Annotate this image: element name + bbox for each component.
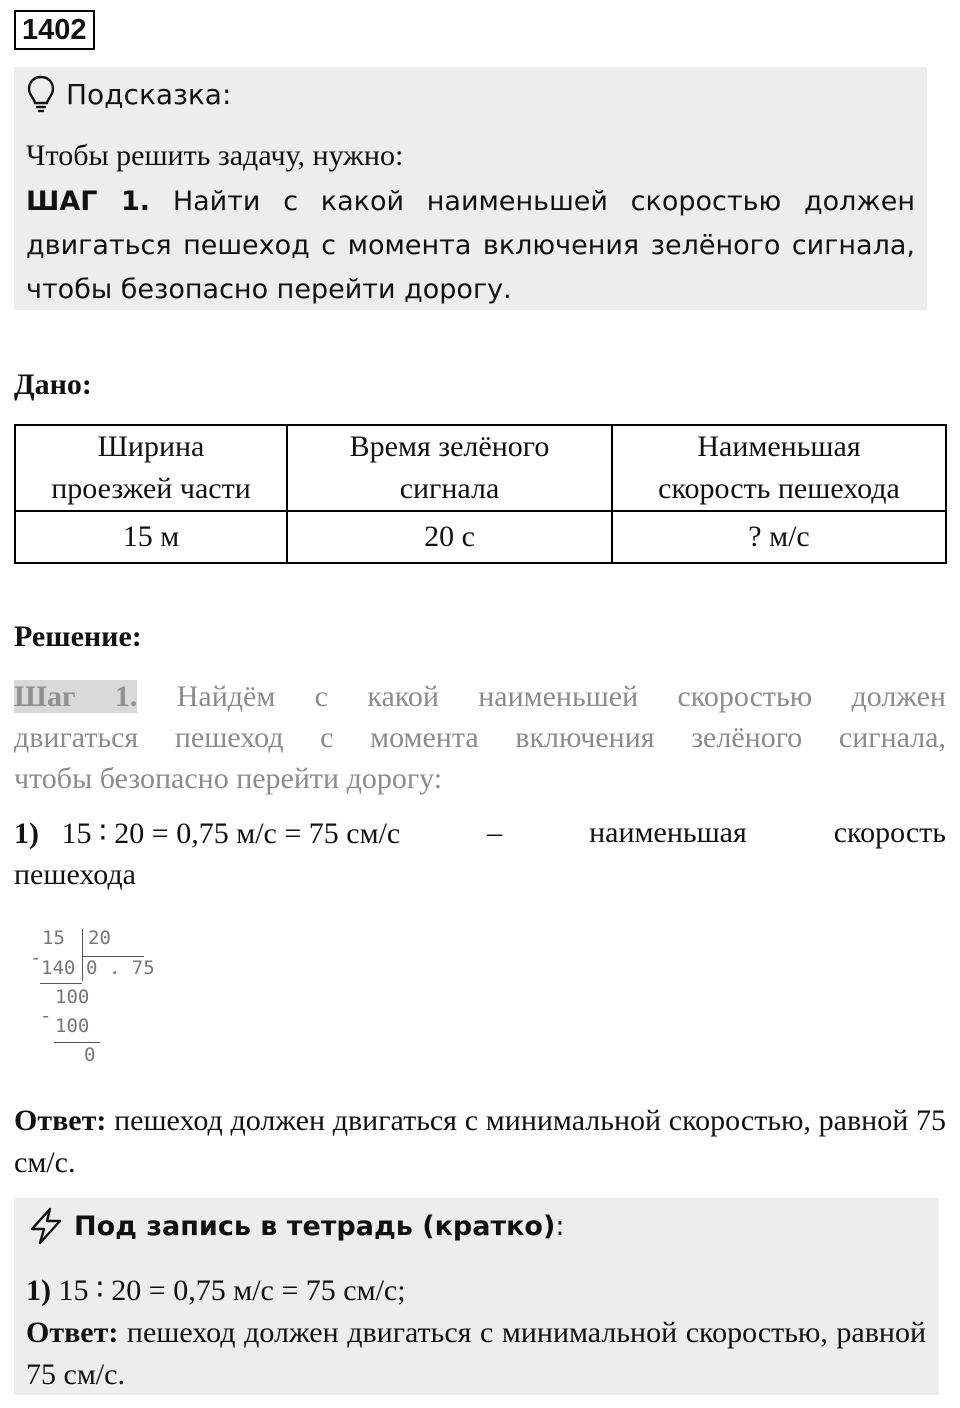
short-body <box>26 1270 926 1396</box>
calc-line <box>14 816 946 851</box>
calc-continuation: пешехода <box>14 858 136 891</box>
division-dividend: 15 <box>42 927 65 949</box>
calc-expression <box>14 816 400 851</box>
task-number: 1402 <box>14 10 95 50</box>
header-speed-line-1: Наименьшая <box>697 430 861 463</box>
solution-step-label: Шаг 1. <box>14 680 138 713</box>
division-quotient: 0 . 75 <box>86 957 155 979</box>
given-value-row <box>15 511 946 563</box>
division-sub-2: 100 <box>55 1015 90 1037</box>
calc-item-label: 1) <box>14 817 39 850</box>
header-width <box>15 425 287 511</box>
division-bracket-horizontal <box>82 956 144 957</box>
hint-title: Подсказка: <box>66 77 232 111</box>
short-calc: 15 ∶ 20 = 0,75 м/с = 75 см/с; <box>58 1274 406 1307</box>
calc-word-1: наименьшая <box>589 816 747 849</box>
hint-step-label: ШАГ 1. <box>26 186 151 217</box>
answer-label: Ответ: <box>14 1104 107 1137</box>
header-speed-line-2: скорость пешехода <box>658 472 900 505</box>
short-calc-line <box>26 1270 926 1312</box>
division-minus-2: - <box>40 1005 52 1027</box>
division-rem-1: 100 <box>55 986 90 1008</box>
short-answer-text: пешеход должен двигаться с минимальной скоростью, равной 75 см/с. <box>26 1316 926 1391</box>
short-title-colon: : <box>555 1210 565 1242</box>
short-answer-label: Ответ: <box>26 1316 119 1349</box>
hint-step-line-3: чтобы безопасно перейти дорогу. <box>26 274 512 305</box>
calc-dash: – <box>487 816 503 849</box>
division-minus-1: - <box>30 947 42 969</box>
short-answer <box>26 1312 926 1396</box>
short-item-label: 1) <box>26 1274 51 1307</box>
solution-step-line-3: чтобы безопасно перейти дорогу: <box>14 762 443 795</box>
division-sub-1: 140 <box>41 957 76 979</box>
value-time: 20 с <box>287 511 612 563</box>
solution-step-line-2: двигаться пешеход с момента включения зелёного сигнала, <box>14 721 946 754</box>
hint-step-text-1: Найти с какой наименьшей скоростью должен <box>172 186 915 217</box>
hint-step-line-2: двигаться пешеход с момента включения зелёного сигнала, <box>26 230 915 261</box>
given-header-row <box>15 425 946 511</box>
solution-title: Решение: <box>14 620 142 653</box>
answer-text: пешеход должен двигаться с минимальной скоростью, равной 75 см/с. <box>14 1104 947 1179</box>
solution-step-text-1: Найдём с какой наименьшей скоростью должен <box>176 680 946 713</box>
division-rule-2 <box>54 1042 100 1043</box>
lightbulb-icon <box>26 74 56 114</box>
solution-step-line-1 <box>14 676 946 717</box>
calc-word-2: скорость <box>833 816 946 849</box>
short-title: Под запись в тетрадь (кратко) <box>74 1210 556 1242</box>
header-time-line-1: Время зелёного <box>349 430 550 463</box>
hint-header <box>26 72 231 116</box>
long-division <box>30 927 160 1072</box>
division-rem-2: 0 <box>84 1044 96 1066</box>
lightning-icon <box>26 1206 66 1246</box>
short-header <box>26 1204 564 1248</box>
answer <box>14 1100 946 1184</box>
given-title: Дано: <box>14 368 92 401</box>
value-speed: ? м/с <box>612 511 946 563</box>
header-width-line-1: Ширина <box>97 430 205 463</box>
header-time-line-2: сигнала <box>399 472 500 505</box>
header-speed <box>612 425 946 511</box>
header-time <box>287 425 612 511</box>
division-rule-1 <box>40 983 82 984</box>
header-width-line-2: проезжей части <box>51 472 251 505</box>
division-bracket-vertical <box>82 929 83 981</box>
given-table <box>14 424 947 564</box>
hint-intro: Чтобы решить задачу, нужно: <box>26 139 404 172</box>
hint-step <box>26 180 915 312</box>
hint-step-line-1 <box>26 180 915 224</box>
division-divisor: 20 <box>88 927 111 949</box>
solution-step <box>14 676 946 799</box>
calc-text: 15 ∶ 20 = 0,75 м/с = 75 см/с <box>61 817 401 850</box>
value-width: 15 м <box>15 511 287 563</box>
